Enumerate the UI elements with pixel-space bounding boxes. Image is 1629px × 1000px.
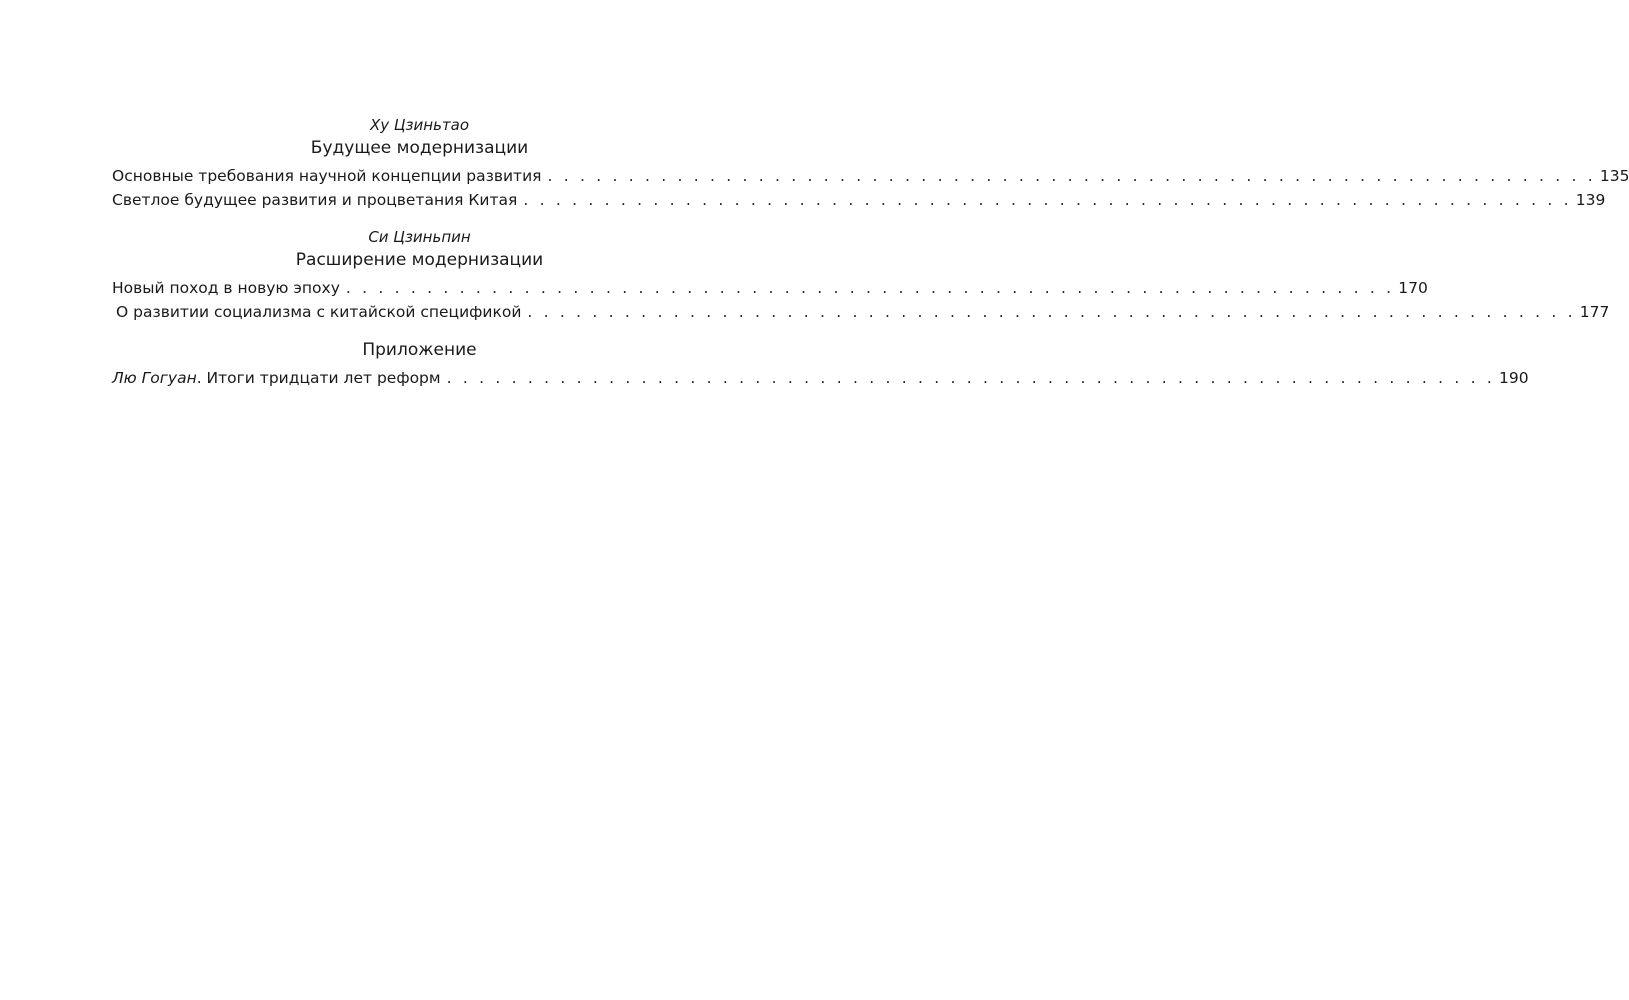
- dot-leader: . . . . . . . . . . . . . . . . . . . . . . . . . . . . . . . . . . . . . . . . . . . . . . . . . . . . . . . . . . . . . . . . .: [345, 279, 1395, 297]
- toc-entry[interactable]: [112, 300, 1610, 324]
- dot-leader: . . . . . . . . . . . . . . . . . . . . . . . . . . . . . . . . . . . . . . . . . . . . . . . . . . . . . . . . . . . . . . . . .: [527, 303, 1576, 321]
- toc-entry[interactable]: [112, 188, 1606, 212]
- section-heading: Расширение модернизации: [295, 250, 544, 270]
- toc-entry-page: 170: [1398, 279, 1428, 297]
- section-author: Ху Цзиньтао: [369, 116, 470, 134]
- dot-leader: . . . . . . . . . . . . . . . . . . . . . . . . . . . . . . . . . . . . . . . . . . . . . . . . . . . . . . . . . . . . . . . . .: [523, 191, 1572, 209]
- toc-entry-page: 177: [1579, 303, 1610, 321]
- entry-author: Лю Гогуан: [112, 369, 197, 387]
- toc-entry-title: [112, 366, 441, 390]
- entry-title-text: . Итоги тридцати лет реформ: [196, 369, 441, 387]
- toc-entry[interactable]: [112, 276, 1428, 300]
- toc-entry-title: Светлое будущее развития и процветания Китая: [112, 191, 518, 209]
- toc-section-hu-jintao: [112, 114, 1629, 212]
- toc-entry[interactable]: [112, 164, 1629, 188]
- toc-entry-title: Основные требования научной концепции развития: [112, 167, 542, 185]
- toc-entry-title: О развитии социализма с китайской спецификой: [116, 303, 522, 321]
- toc-entry-page: 139: [1575, 191, 1606, 209]
- table-of-contents: [112, 114, 1629, 404]
- section-heading: Приложение: [362, 340, 477, 360]
- toc-entry[interactable]: [112, 366, 1529, 390]
- section-author: Си Цзиньпин: [368, 228, 471, 246]
- dot-leader: . . . . . . . . . . . . . . . . . . . . . . . . . . . . . . . . . . . . . . . . . . . . . . . . . . . . . . . . . . . . . . . . .: [446, 369, 1495, 387]
- toc-entry-page: 190: [1498, 369, 1529, 387]
- dot-leader: . . . . . . . . . . . . . . . . . . . . . . . . . . . . . . . . . . . . . . . . . . . . . . . . . . . . . . . . . . . . . . . . .: [547, 167, 1596, 185]
- toc-entry-title: Новый поход в новую эпоху: [112, 279, 340, 297]
- toc-entry-page: 135: [1599, 167, 1629, 185]
- toc-section-xi-jinping: [112, 226, 1610, 324]
- section-heading: Будущее модернизации: [310, 138, 529, 158]
- toc-section-appendix: [112, 338, 1529, 390]
